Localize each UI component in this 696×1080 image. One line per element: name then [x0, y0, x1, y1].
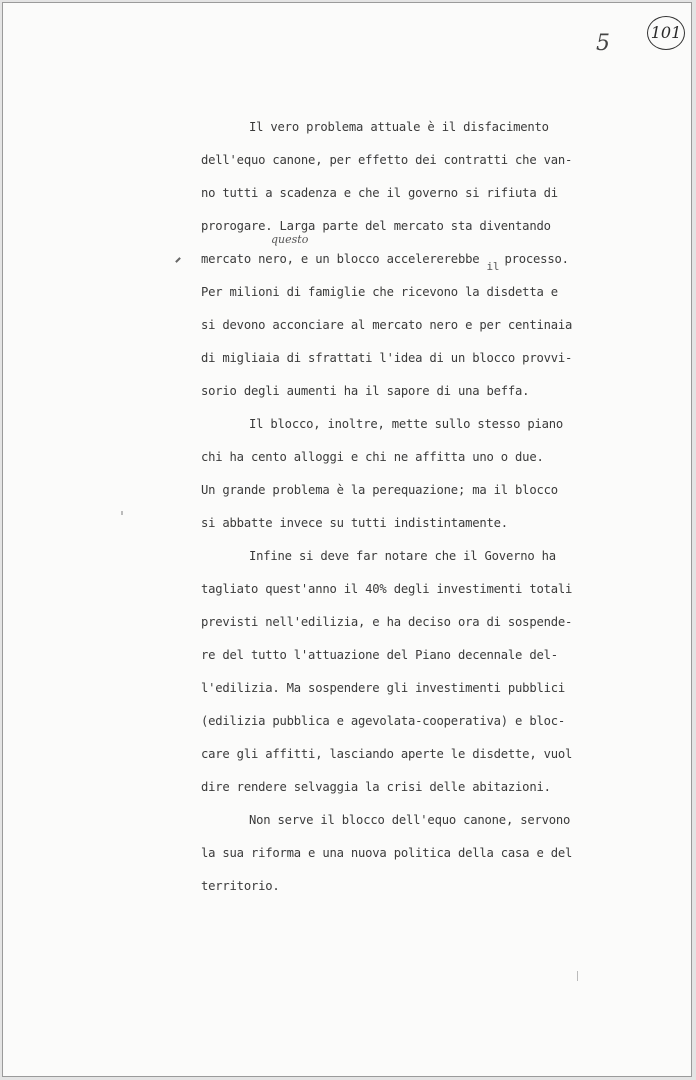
- text-line: si devono acconciare al mercato nero e per centinaia: [201, 318, 573, 332]
- text-line: Per milioni di famiglie che ricevono la disdetta e: [201, 285, 558, 299]
- text-line: prorogare. Larga parte del mercato sta diventando: [201, 219, 551, 233]
- text-line: Il vero problema attuale è il disfacimento: [249, 120, 549, 134]
- text-line: territorio.: [201, 879, 280, 893]
- text-line: Infine si deve far notare che il Governo ha: [249, 549, 556, 563]
- paper-speck: [577, 971, 578, 981]
- text-line: si abbatte invece su tutti indistintamente.: [201, 516, 508, 530]
- text-line: chi ha cento alloggi e chi ne affitta uno o due.: [201, 450, 544, 464]
- text-line-with-correction: [201, 243, 573, 276]
- text-line: la sua riforma e una nuova politica della casa e del: [201, 846, 573, 860]
- text-line: di migliaia di sfrattati l'idea di un blocco provvi-: [201, 351, 573, 365]
- archive-stamp: 101: [647, 16, 685, 50]
- text-segment: mercato nero, e un blocco accelererebbe: [201, 252, 487, 266]
- text-line: (edilizia pubblica e agevolata-cooperativa) e bloc-: [201, 714, 566, 728]
- text-line: re del tutto l'attuazione del Piano decennale del-: [201, 648, 558, 662]
- text-line: no tutti a scadenza e che il governo si rifiuta di: [201, 186, 558, 200]
- struck-word: [486, 251, 505, 273]
- document-page: [2, 2, 692, 1077]
- text-line: tagliato quest'anno il 40% degli investimenti totali: [201, 582, 573, 596]
- text-line: Non serve il blocco dell'equo canone, servono: [249, 813, 571, 827]
- struck-text: il: [486, 260, 500, 273]
- text-line: dell'equo canone, per effetto dei contratti che van-: [201, 153, 573, 167]
- paper-speck: [121, 511, 123, 515]
- typed-text-body: [201, 111, 573, 903]
- handwritten-insertion: questo: [271, 233, 309, 246]
- text-line: sorio degli aumenti ha il sapore di una beffa.: [201, 384, 530, 398]
- text-line: l'edilizia. Ma sospendere gli investimenti pubblici: [201, 681, 566, 695]
- text-line: dire rendere selvaggia la crisi delle abitazioni.: [201, 780, 551, 794]
- text-line: Il blocco, inoltre, mette sullo stesso piano: [249, 417, 564, 431]
- handwritten-page-number: 5: [596, 31, 610, 56]
- text-line: previsti nell'edilizia, e ha deciso ora di sospende-: [201, 615, 573, 629]
- text-segment: processo.: [504, 252, 569, 266]
- text-line: care gli affitti, lasciando aperte le disdette, vuol: [201, 747, 573, 761]
- text-line: Un grande problema è la perequazione; ma il blocco: [201, 483, 558, 497]
- margin-tick-mark: [175, 257, 181, 263]
